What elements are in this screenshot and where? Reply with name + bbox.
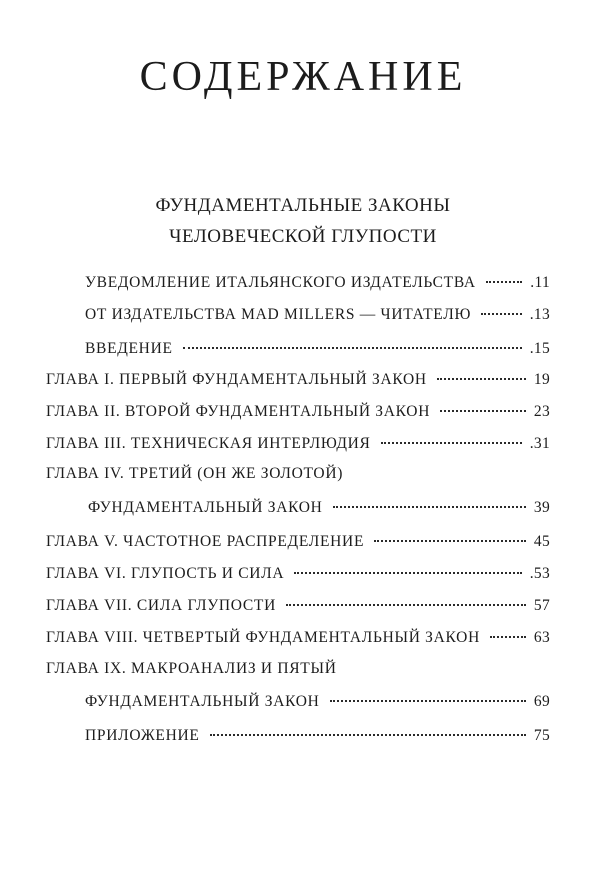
dot-leader [481, 312, 522, 315]
toc-entry-mad-millers-note[interactable] [85, 306, 550, 328]
toc-entry-label: УВЕДОМЛЕНИЕ ИТАЛЬЯНСКОГО ИЗДАТЕЛЬСТВА [85, 274, 476, 291]
toc-entry-chapter-5[interactable] [46, 533, 550, 555]
toc-entry-chapter-4[interactable] [88, 499, 550, 521]
toc-entry-label: ГЛАВА II. ВТОРОЙ ФУНДАМЕНТАЛЬНЫЙ ЗАКОН [46, 403, 431, 420]
toc-page-number: .15 [529, 340, 550, 357]
toc-entry-label: ФУНДАМЕНТАЛЬНЫЙ ЗАКОН [85, 693, 320, 710]
toc-entry-label: ГЛАВА VII. СИЛА ГЛУПОСТИ [46, 597, 276, 614]
toc-entry-label: ГЛАВА IX. МАКРОАНАЛИЗ И ПЯТЫЙ [46, 660, 337, 677]
toc-entry-label: ГЛАВА V. ЧАСТОТНОЕ РАСПРЕДЕЛЕНИЕ [46, 533, 365, 550]
toc-entry-italian-publisher-note[interactable] [85, 274, 550, 296]
toc-entry-chapter-4-line-1[interactable] [46, 465, 343, 487]
toc-entry-chapter-9-line-1[interactable] [46, 660, 337, 682]
toc-page-number: 39 [533, 499, 550, 516]
toc-entry-label: ВВЕДЕНИЕ [85, 340, 173, 357]
toc-page-number: 57 [533, 597, 550, 614]
toc-entry-label: ГЛАВА IV. ТРЕТИЙ (ОН ЖЕ ЗОЛОТОЙ) [46, 465, 344, 482]
toc-entry-label: ГЛАВА VI. ГЛУПОСТЬ И СИЛА [46, 565, 285, 582]
toc-entry-chapter-3[interactable] [46, 435, 550, 457]
dot-leader [490, 635, 526, 638]
toc-entry-label: ГЛАВА VIII. ЧЕТВЕРТЫЙ ФУНДАМЕНТАЛЬНЫЙ ЗАКОН [46, 629, 480, 646]
toc-entry-chapter-2[interactable] [46, 403, 550, 425]
dot-leader [381, 441, 522, 444]
toc-entry-label: ПРИЛОЖЕНИЕ [85, 727, 200, 744]
toc-entry-label: ОТ ИЗДАТЕЛЬСТВА MAD MILLERS — ЧИТАТЕЛЮ [85, 306, 472, 323]
dot-leader [440, 409, 526, 412]
toc-page-number: 45 [533, 533, 550, 550]
toc-page-number: .13 [529, 306, 550, 323]
toc-page-number: 63 [533, 629, 550, 646]
contents-heading: СОДЕРЖАНИЕ [139, 54, 467, 100]
toc-entry-label: ГЛАВА III. ТЕХНИЧЕСКАЯ ИНТЕРЛЮДИЯ [46, 435, 371, 452]
toc-page-number: 75 [533, 727, 550, 744]
toc-entry-chapter-8[interactable] [46, 629, 550, 651]
toc-page-number: .53 [529, 565, 550, 582]
toc-entry-introduction[interactable] [85, 340, 550, 362]
dot-leader [286, 603, 526, 606]
dot-leader [333, 505, 526, 508]
dot-leader [294, 571, 521, 574]
dot-leader [330, 699, 526, 702]
toc-entry-chapter-1[interactable] [46, 371, 550, 393]
dot-leader [486, 280, 522, 283]
toc-entry-appendix[interactable] [85, 727, 550, 749]
dot-leader [437, 377, 526, 380]
toc-page-number: .31 [529, 435, 550, 452]
toc-entry-label: ФУНДАМЕНТАЛЬНЫЙ ЗАКОН [88, 499, 323, 516]
toc-entry-chapter-7[interactable] [46, 597, 550, 619]
dot-leader [210, 733, 526, 736]
dot-leader [374, 539, 526, 542]
part-title-line-1: ФУНДАМЕНТАЛЬНЫЕ ЗАКОНЫ [155, 195, 451, 216]
toc-entry-label: ГЛАВА I. ПЕРВЫЙ ФУНДАМЕНТАЛЬНЫЙ ЗАКОН [46, 371, 427, 388]
toc-entry-chapter-6[interactable] [46, 565, 550, 587]
toc-page-number: 19 [533, 371, 550, 388]
part-title-line-2: ЧЕЛОВЕЧЕСКОЙ ГЛУПОСТИ [169, 226, 437, 247]
toc-entry-chapter-9[interactable] [85, 693, 550, 715]
toc-page-number: .11 [530, 274, 550, 291]
dot-leader [183, 346, 522, 349]
toc-page-number: 23 [533, 403, 550, 420]
toc-page-number: 69 [533, 693, 550, 710]
